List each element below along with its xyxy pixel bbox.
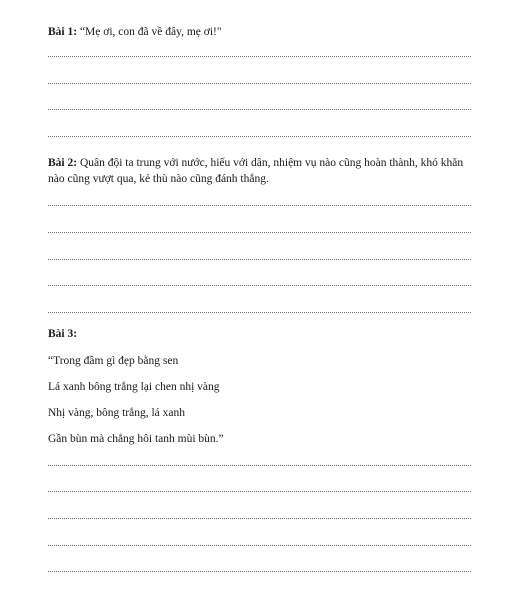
answer-line[interactable] [48, 545, 471, 546]
exercise-1-prompt [48, 24, 222, 40]
answer-line[interactable] [48, 571, 471, 572]
answer-line[interactable] [48, 232, 471, 233]
answer-line[interactable] [48, 465, 471, 466]
poem-line: Gần bùn mà chẳng hôi tanh mùi bùn.” [48, 433, 224, 445]
exercise-1-text: “Mẹ ơi, con đã về đây, mẹ ơi!" [79, 26, 222, 38]
answer-line[interactable] [48, 56, 471, 57]
exercise-1-label: Bài 1: [48, 26, 78, 38]
answer-line[interactable] [48, 312, 471, 313]
poem-line: Lá xanh bông trắng lại chen nhị vàng [48, 381, 220, 393]
exercise-3-label: Bài 3: [48, 328, 78, 340]
answer-line[interactable] [48, 205, 471, 206]
answer-line[interactable] [48, 518, 471, 519]
answer-line[interactable] [48, 285, 471, 286]
exercise-2-label: Bài 2: [48, 157, 78, 169]
answer-line[interactable] [48, 83, 471, 84]
exercise-2-text: Quân đội ta trung với nước, hiếu với dân, nhiệm vụ nào cũng hoàn thành, khó khăn nào cũng vượt qua, kẻ thù nào cũng đánh thắng. [48, 157, 464, 185]
answer-line[interactable] [48, 109, 471, 110]
answer-line[interactable] [48, 491, 471, 492]
answer-line[interactable] [48, 259, 471, 260]
poem-line: Nhị vàng, bông trắng, lá xanh [48, 407, 186, 419]
exercise-2-prompt [48, 155, 476, 187]
poem-line: “Trong đầm gì đẹp bằng sen [48, 355, 179, 367]
answer-line[interactable] [48, 136, 471, 137]
